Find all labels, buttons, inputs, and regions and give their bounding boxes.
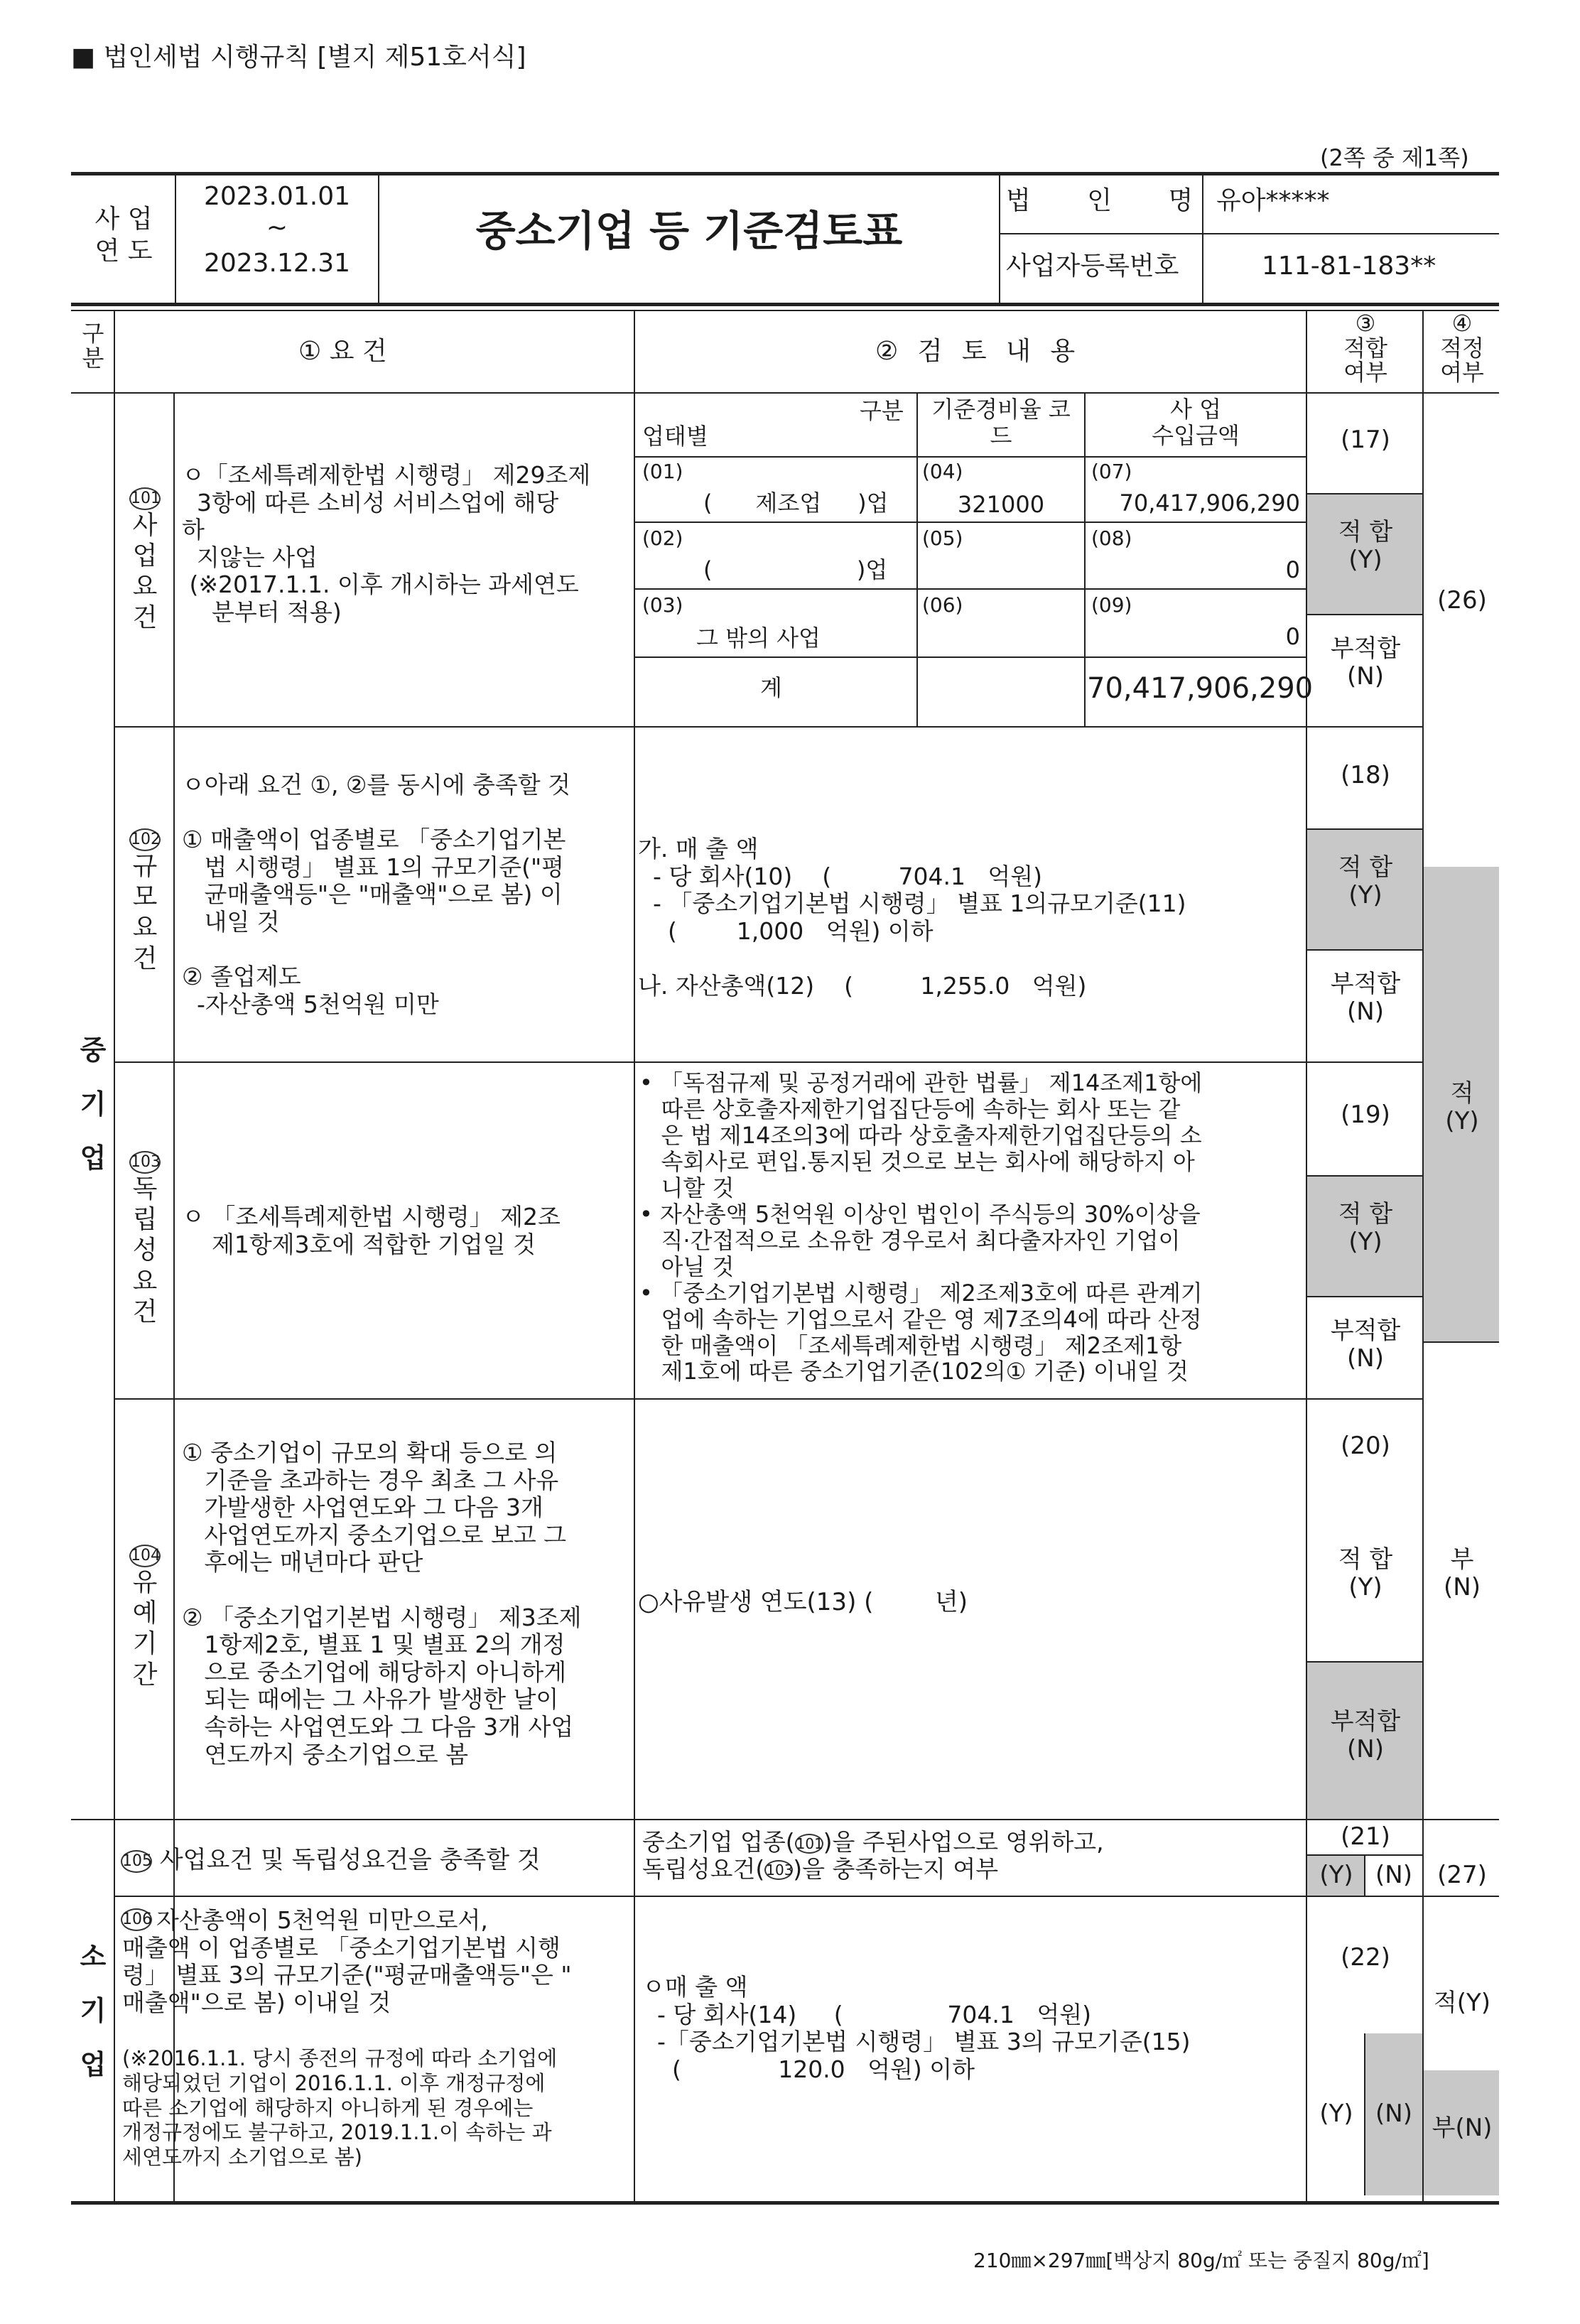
fit-yes-17[interactable]: 적 합 (Y) <box>1338 518 1393 575</box>
proper-yes-106: 적(Y) <box>1433 1989 1491 2017</box>
fit-no-21: (21) <box>1341 1822 1390 1851</box>
row-code-08: (08) <box>1091 526 1132 550</box>
period-tilde: ~ <box>266 213 288 242</box>
fit-y-21[interactable]: (Y) <box>1319 1861 1353 1889</box>
table-industry-header: 업태별 <box>642 423 708 450</box>
total-label: 계 <box>760 674 782 701</box>
total-amount: 70,417,906,290 <box>1087 672 1314 705</box>
row-code-01: (01) <box>642 460 683 483</box>
fit-yes-18[interactable]: 적 합 (Y) <box>1338 853 1393 910</box>
row104-number: 104 <box>129 1545 161 1567</box>
row102-requirement: ㅇ아래 요건 ①, ②를 동시에 충족할 것 ① 매출액이 업종별로 「중소기업기본 법 시행령」 별표 1의 규모기준("평 균매출액등"은 "매출액"으로 봄) 이 내일 것 ② 졸업제도 -자산총액 5천억원 미만 <box>182 771 571 1018</box>
row-code-03: (03) <box>642 593 683 617</box>
row105-review <box>642 1829 1104 1883</box>
industry-name-02: ( )업 <box>703 556 888 583</box>
fit-yes-19[interactable]: 적 합 (Y) <box>1338 1200 1393 1257</box>
row-code-07: (07) <box>1091 460 1132 483</box>
row106-review: ㅇ매 출 액 - 당 회사(14) ( 704.1 억원) -「중소기업기본법 시행령」 별표 3의 규모기준(15) ( 120.0 억원) 이하 <box>642 1973 1191 2083</box>
row104-requirement: ① 중소기업이 규모의 확대 등으로 의 기준을 초과하는 경우 최초 그 사유 가발생한 사업연도와 그 다음 3개 사업연도까지 중소기업으로 보고 그 후에는 매년마다 판단 ② 「중소기업기본법 시행령」 제3조제 1항제2호, 별표 1 및 별표 2의 개정 으로 중소기업에 해당하지 아니하게 되는 때에는 그 사유가 발생한 날이 속하는 사업연도와 그 다음 3개 사업 연도까지 중소기업으로 봄 <box>182 1439 582 1768</box>
fit-no-17: (17) <box>1341 426 1390 454</box>
row105-requirement: 사업요건 및 독립성요건을 충족할 것 <box>159 1846 541 1874</box>
row105-review-prefix: 중소기업 업종( <box>642 1828 795 1856</box>
revenue-09: 0 <box>1285 623 1300 650</box>
row106-requirement <box>122 1907 572 2016</box>
expense-code-04: 321000 <box>957 491 1045 518</box>
period-start: 2023.01.01 <box>203 182 351 211</box>
row102-label <box>118 828 172 974</box>
row103-title: 독 립 성 요 건 <box>132 1174 158 1326</box>
bizno: 111-81-183** <box>1262 252 1436 281</box>
fit-no-18: (18) <box>1341 761 1390 789</box>
row106-number: 106 <box>121 1908 152 1931</box>
row101-requirement: ㅇ「조세특례제한법 시행령」 제29조제 3항에 따른 소비성 서비스업에 해당 하 지않는 사업 (※2017.1.1. 이후 개시하는 과세연도 분부터 적용) <box>182 461 591 627</box>
period-label: 사 업 연 도 <box>94 205 153 266</box>
fit-y-22[interactable]: (Y) <box>1319 2099 1353 2128</box>
col-review: ② 검 토 내 용 <box>875 337 1081 366</box>
corp-name: 유아***** <box>1216 186 1330 215</box>
row105-requirement-line <box>121 1840 541 1875</box>
row104-label <box>118 1545 172 1690</box>
row101-number: 101 <box>129 487 161 510</box>
table-revenue-header: 사 업 수입금액 <box>1152 396 1240 449</box>
row-code-06: (06) <box>922 593 963 617</box>
row103-number: 103 <box>129 1151 161 1174</box>
paper-spec: 210㎜×297㎜[백상지 80g/㎡ 또는 중질지 80g/㎡] <box>973 2249 1429 2272</box>
fit-yes-20[interactable]: 적 합 (Y) <box>1338 1545 1393 1602</box>
row103-review: • 「독점규제 및 공정거래에 관한 법률」 제14조제1항에 따른 상호출자제한기업집단등에 속하는 회사 또는 같 은 법 제14조의3에 따라 상호출자제한기업집단등의 소 속회사로 편입.통지된 것으로 보는 회사에 해당하지 아 니할 것 • 자산총액 5천억원 이상인 법인이 주식등의 30%이상을 직·간접적으로 소유한 경우로서 최다출자자인 기업이 아닐 것 • 「중소기업기본법 시행령」 제2조제3호에 따른 관계기 업에 속하는 기업으로서 같은 영 제7조의4에 따라 산정 한 매출액이 「조세특례제한법 시행령」 제2조제1항 제1호에 따른 중소기업기준(102의① 기준) 이내일 것 <box>639 1069 1203 1385</box>
fit-no-option-20[interactable]: 부적합 (N) <box>1330 1707 1401 1764</box>
revenue-08: 0 <box>1285 556 1300 583</box>
row101-title: 사 업 요 건 <box>132 511 158 632</box>
row-code-09: (09) <box>1091 593 1132 617</box>
form-label: ■ 법인세법 시행규칙 [별지 제51호서식] <box>71 43 526 72</box>
proper-no-106: 부(N) <box>1432 2114 1493 2142</box>
proper-no-26: (26) <box>1437 586 1487 615</box>
row105-number: 105 <box>121 1850 152 1873</box>
col-requirement: ① 요 건 <box>298 337 387 366</box>
section-mid-size: 중 기 업 <box>80 1034 107 1174</box>
revenue-07: 70,417,906,290 <box>1119 490 1300 517</box>
fit-n-22[interactable]: (N) <box>1375 2099 1412 2128</box>
fit-no-option-19[interactable]: 부적합 (N) <box>1330 1317 1401 1373</box>
row105-review-line2b: )을 충족하는지 여부 <box>793 1854 999 1883</box>
row101-label <box>118 487 172 633</box>
table-code-header: 기준경비율 코 드 <box>931 396 1071 449</box>
row-code-02: (02) <box>642 526 683 550</box>
row105-review-mid: )을 주된사업으로 영위하고, <box>823 1828 1104 1856</box>
period-end: 2023.12.31 <box>203 249 351 278</box>
row105-review-line2a: 독립성요건( <box>642 1854 765 1883</box>
row102-title: 규 모 요 건 <box>132 852 158 973</box>
row104-review: ○사유발생 연도(13) ( 년) <box>638 1588 968 1616</box>
proper-yes: 적 (Y) <box>1445 1079 1479 1136</box>
fit-no-option-17[interactable]: 부적합 (N) <box>1330 634 1401 691</box>
fit-no-option-18[interactable]: 부적합 (N) <box>1330 970 1401 1027</box>
row102-review: 가. 매 출 액 - 당 회사(10) ( 704.1 억원) - 「중소기업기본법 시행령」 별표 1의규모기준(11) ( 1,000 억원) 이하 나. 자산총액(12) ( 1,255.0 억원) <box>638 835 1186 1000</box>
industry-name-03: 그 밖의 사업 <box>696 625 821 652</box>
fit-no-22: (22) <box>1341 1943 1390 1972</box>
col-gubun: 구 분 <box>82 320 104 372</box>
page-note: (2쪽 중 제1쪽) <box>1320 144 1469 171</box>
col-fit: ③ 적합 여부 <box>1343 310 1387 387</box>
row-code-04: (04) <box>922 460 963 483</box>
table-gubun-header: 구분 <box>860 397 904 424</box>
industry-name-01: ( 제조업 )업 <box>703 490 889 517</box>
row103-label <box>118 1151 172 1327</box>
row106-note: (※2016.1.1. 당시 종전의 규정에 따라 소기업에 해당되었던 기업이 2016.1.1. 이후 개정규정에 따른 소기업에 해당하지 아니하게 된 경우에는 개정규정에도 불구하고, 2019.1.1.이 속하는 과 세연도까지 소기업으로 봄) <box>122 2046 558 2170</box>
row104-title: 유 예 기 간 <box>132 1568 158 1690</box>
row-code-05: (05) <box>922 526 963 550</box>
row102-number: 102 <box>129 828 161 851</box>
col-proper: ④ 적정 여부 <box>1440 310 1484 387</box>
row106-requirement-text: 자산총액이 5천억원 미만으로서, 매출액 이 업종별로 「중소기업기본법 시행 령」 별표 3의 규모기준("평균매출액등"은 " 매출액"으로 봄) 이내일 것 <box>122 1906 572 2016</box>
fit-no-20: (20) <box>1341 1432 1390 1460</box>
proper-no: 부 (N) <box>1444 1545 1481 1602</box>
row105-ref-101: 101 <box>796 1834 823 1852</box>
fit-n-21[interactable]: (N) <box>1375 1861 1412 1889</box>
section-small: 소 기 업 <box>80 1941 107 2080</box>
row105-ref-103: 103 <box>766 1861 794 1879</box>
corp-name-label: 법 인 명 <box>1006 186 1218 215</box>
form-title: 중소기업 등 기준검토표 <box>475 207 903 255</box>
fit-no-19: (19) <box>1341 1101 1390 1129</box>
bizno-label: 사업자등록번호 <box>1006 252 1179 281</box>
row103-requirement: ㅇ 「조세특례제한법 시행령」 제2조 제1항제3호에 적합한 기업일 것 <box>182 1203 561 1258</box>
proper-no-27: (27) <box>1437 1861 1487 1889</box>
